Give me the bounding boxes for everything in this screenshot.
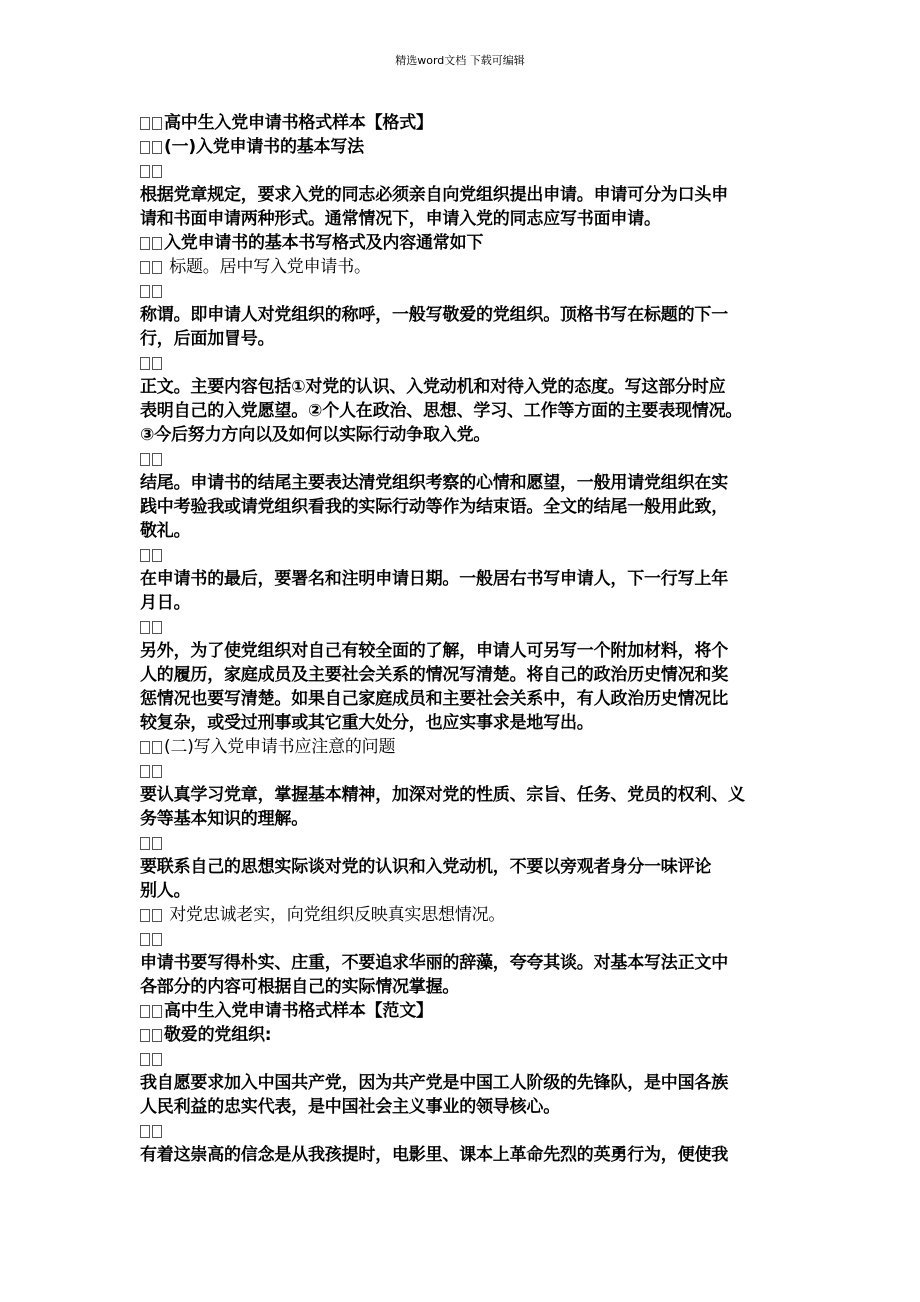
text-line <box>140 927 780 951</box>
missing-glyph-box <box>140 621 150 634</box>
missing-glyph-box <box>152 909 162 922</box>
missing-glyph-box <box>140 237 150 250</box>
line-text: 较复杂，或受过刑事或其它重大处分，也应实事求是地写出。 <box>140 713 594 733</box>
text-line <box>140 327 780 351</box>
missing-glyph-box <box>152 621 162 634</box>
missing-glyph-box <box>152 549 162 562</box>
text-line <box>140 615 780 639</box>
text-line <box>140 999 780 1023</box>
line-text: 人民利益的忠实代表，是中国社会主义事业的领导核心。 <box>140 1097 560 1117</box>
text-line <box>140 471 780 495</box>
text-line <box>140 399 780 423</box>
text-line <box>140 807 780 831</box>
missing-glyph-box <box>152 165 162 178</box>
line-text: 敬爱的党组织: <box>164 1025 272 1045</box>
line-text: 入党申请书的基本书写格式及内容通常如下 <box>164 233 484 253</box>
text-line <box>140 423 780 447</box>
line-text: 行，后面加冒号。 <box>140 329 275 349</box>
missing-glyph-box <box>152 237 162 250</box>
missing-glyph-box <box>140 741 150 754</box>
line-text: 正文。主要内容包括①对党的认识、入党动机和对待入党的态度。写这部分时应 <box>140 377 726 397</box>
missing-glyph-box <box>152 285 162 298</box>
line-text: 别人。 <box>140 881 191 901</box>
missing-glyph-box <box>152 1029 162 1042</box>
line-text: 敬礼。 <box>140 521 191 541</box>
line-text: 各部分的内容可根据自己的实际情况掌握。 <box>140 977 460 997</box>
text-line <box>140 975 780 999</box>
text-line <box>140 735 780 759</box>
line-text: 申请书要写得朴实、庄重，不要追求华丽的辞藻，夸夸其谈。对基本写法正文中 <box>140 953 728 973</box>
missing-glyph-box <box>140 117 150 130</box>
missing-glyph-box <box>140 909 150 922</box>
line-text: 根据党章规定，要求入党的同志必须亲自向党组织提出申请。申请可分为口头申 <box>140 185 728 205</box>
text-line <box>140 375 780 399</box>
missing-glyph-box <box>152 1125 162 1138</box>
text-line <box>140 135 780 159</box>
missing-glyph-box <box>152 261 162 274</box>
missing-glyph-box <box>140 837 150 850</box>
line-text: 高中生入党申请书格式样本【范文】 <box>164 1001 433 1021</box>
line-text: 另外，为了使党组织对自己有较全面的了解，申请人可另写一个附加材料，将个 <box>140 641 728 661</box>
missing-glyph-box <box>152 741 162 754</box>
text-line <box>140 951 780 975</box>
line-text: 月日。 <box>140 593 191 613</box>
text-line <box>140 1095 780 1119</box>
line-text: 高中生入党申请书格式样本【格式】 <box>164 113 433 133</box>
line-text: 惩情况也要写清楚。如果自己家庭成员和主要社会关系中，有人政治历史情况比 <box>140 689 728 709</box>
text-line <box>140 567 780 591</box>
missing-glyph-box <box>140 549 150 562</box>
missing-glyph-box <box>140 765 150 778</box>
line-text: 称谓。即申请人对党组织的称呼，一般写敬爱的党组织。顶格书写在标题的下一 <box>140 305 728 325</box>
text-line <box>140 207 780 231</box>
line-text: 务等基本知识的理解。 <box>140 809 308 829</box>
line-text: 请和书面申请两种形式。通常情况下，申请入党的同志应写书面申请。 <box>140 209 661 229</box>
missing-glyph-box <box>140 453 150 466</box>
text-line <box>140 495 780 519</box>
text-line <box>140 639 780 663</box>
line-text: 对党忠诚老实，向党组织反映真实思想情况。 <box>164 905 506 925</box>
text-line <box>140 543 780 567</box>
text-line <box>140 591 780 615</box>
text-line <box>140 1143 780 1167</box>
missing-glyph-box <box>140 357 150 370</box>
missing-glyph-box <box>152 1005 162 1018</box>
line-text: 践中考验我或请党组织看我的实际行动等作为结束语。全文的结尾一般用此致， <box>140 497 728 517</box>
text-line <box>140 663 780 687</box>
text-line <box>140 159 780 183</box>
text-line <box>140 1023 780 1047</box>
line-text: 人的履历，家庭成员及主要社会关系的情况写清楚。将自己的政治历史情况和奖 <box>140 665 728 685</box>
missing-glyph-box <box>140 1029 150 1042</box>
text-line <box>140 351 780 375</box>
text-line <box>140 303 780 327</box>
page-header: 精选word文档 下载可编辑 <box>395 54 525 67</box>
line-text: 要联系自己的思想实际谈对党的认识和入党动机，不要以旁观者身分一味评论 <box>140 857 712 877</box>
missing-glyph-box <box>152 117 162 130</box>
text-line <box>140 231 780 255</box>
text-line <box>140 1047 780 1071</box>
missing-glyph-box <box>140 261 150 274</box>
line-text: 我自愿要求加入中国共产党，因为共产党是中国工人阶级的先锋队，是中国各族 <box>140 1073 728 1093</box>
text-line <box>140 831 780 855</box>
missing-glyph-box <box>140 141 150 154</box>
missing-glyph-box <box>152 357 162 370</box>
text-line <box>140 855 780 879</box>
line-text: 结尾。申请书的结尾主要表达清党组织考察的心情和愿望，一般用请党组织在实 <box>140 473 728 493</box>
missing-glyph-box <box>152 933 162 946</box>
missing-glyph-box <box>140 933 150 946</box>
text-line <box>140 519 780 543</box>
missing-glyph-box <box>152 1053 162 1066</box>
text-line <box>140 255 780 279</box>
missing-glyph-box <box>140 165 150 178</box>
text-line <box>140 1071 780 1095</box>
document-body <box>140 111 780 1167</box>
missing-glyph-box <box>152 837 162 850</box>
text-line <box>140 879 780 903</box>
line-text: 标题。居中写入党申请书。 <box>164 257 371 277</box>
missing-glyph-box <box>152 765 162 778</box>
missing-glyph-box <box>140 285 150 298</box>
line-text: 表明自己的入党愿望。②个人在政治、思想、学习、工作等方面的主要表现情况。 <box>140 401 743 421</box>
text-line <box>140 111 780 135</box>
line-text: 有着这崇高的信念是从我孩提时，电影里、课本上革命先烈的英勇行为，便使我 <box>140 1145 728 1165</box>
text-line <box>140 759 780 783</box>
missing-glyph-box <box>140 1053 150 1066</box>
text-line <box>140 903 780 927</box>
missing-glyph-box <box>140 1005 150 1018</box>
text-line <box>140 1119 780 1143</box>
line-text: (二)写入党申请书应注意的问题 <box>164 737 396 757</box>
missing-glyph-box <box>140 1125 150 1138</box>
text-line <box>140 447 780 471</box>
text-line <box>140 687 780 711</box>
line-text: (一)入党申请书的基本写法 <box>164 137 364 157</box>
line-text: 在申请书的最后，要署名和注明申请日期。一般居右书写申请人，下一行写上年 <box>140 569 728 589</box>
line-text: 要认真学习党章，掌握基本精神，加深对党的性质、宗旨、任务、党员的权利、义 <box>140 785 745 805</box>
text-line <box>140 279 780 303</box>
text-line <box>140 783 780 807</box>
line-text: ③今后努力方向以及如何以实际行动争取入党。 <box>140 425 491 445</box>
text-line <box>140 711 780 735</box>
missing-glyph-box <box>152 453 162 466</box>
text-line <box>140 183 780 207</box>
missing-glyph-box <box>152 141 162 154</box>
